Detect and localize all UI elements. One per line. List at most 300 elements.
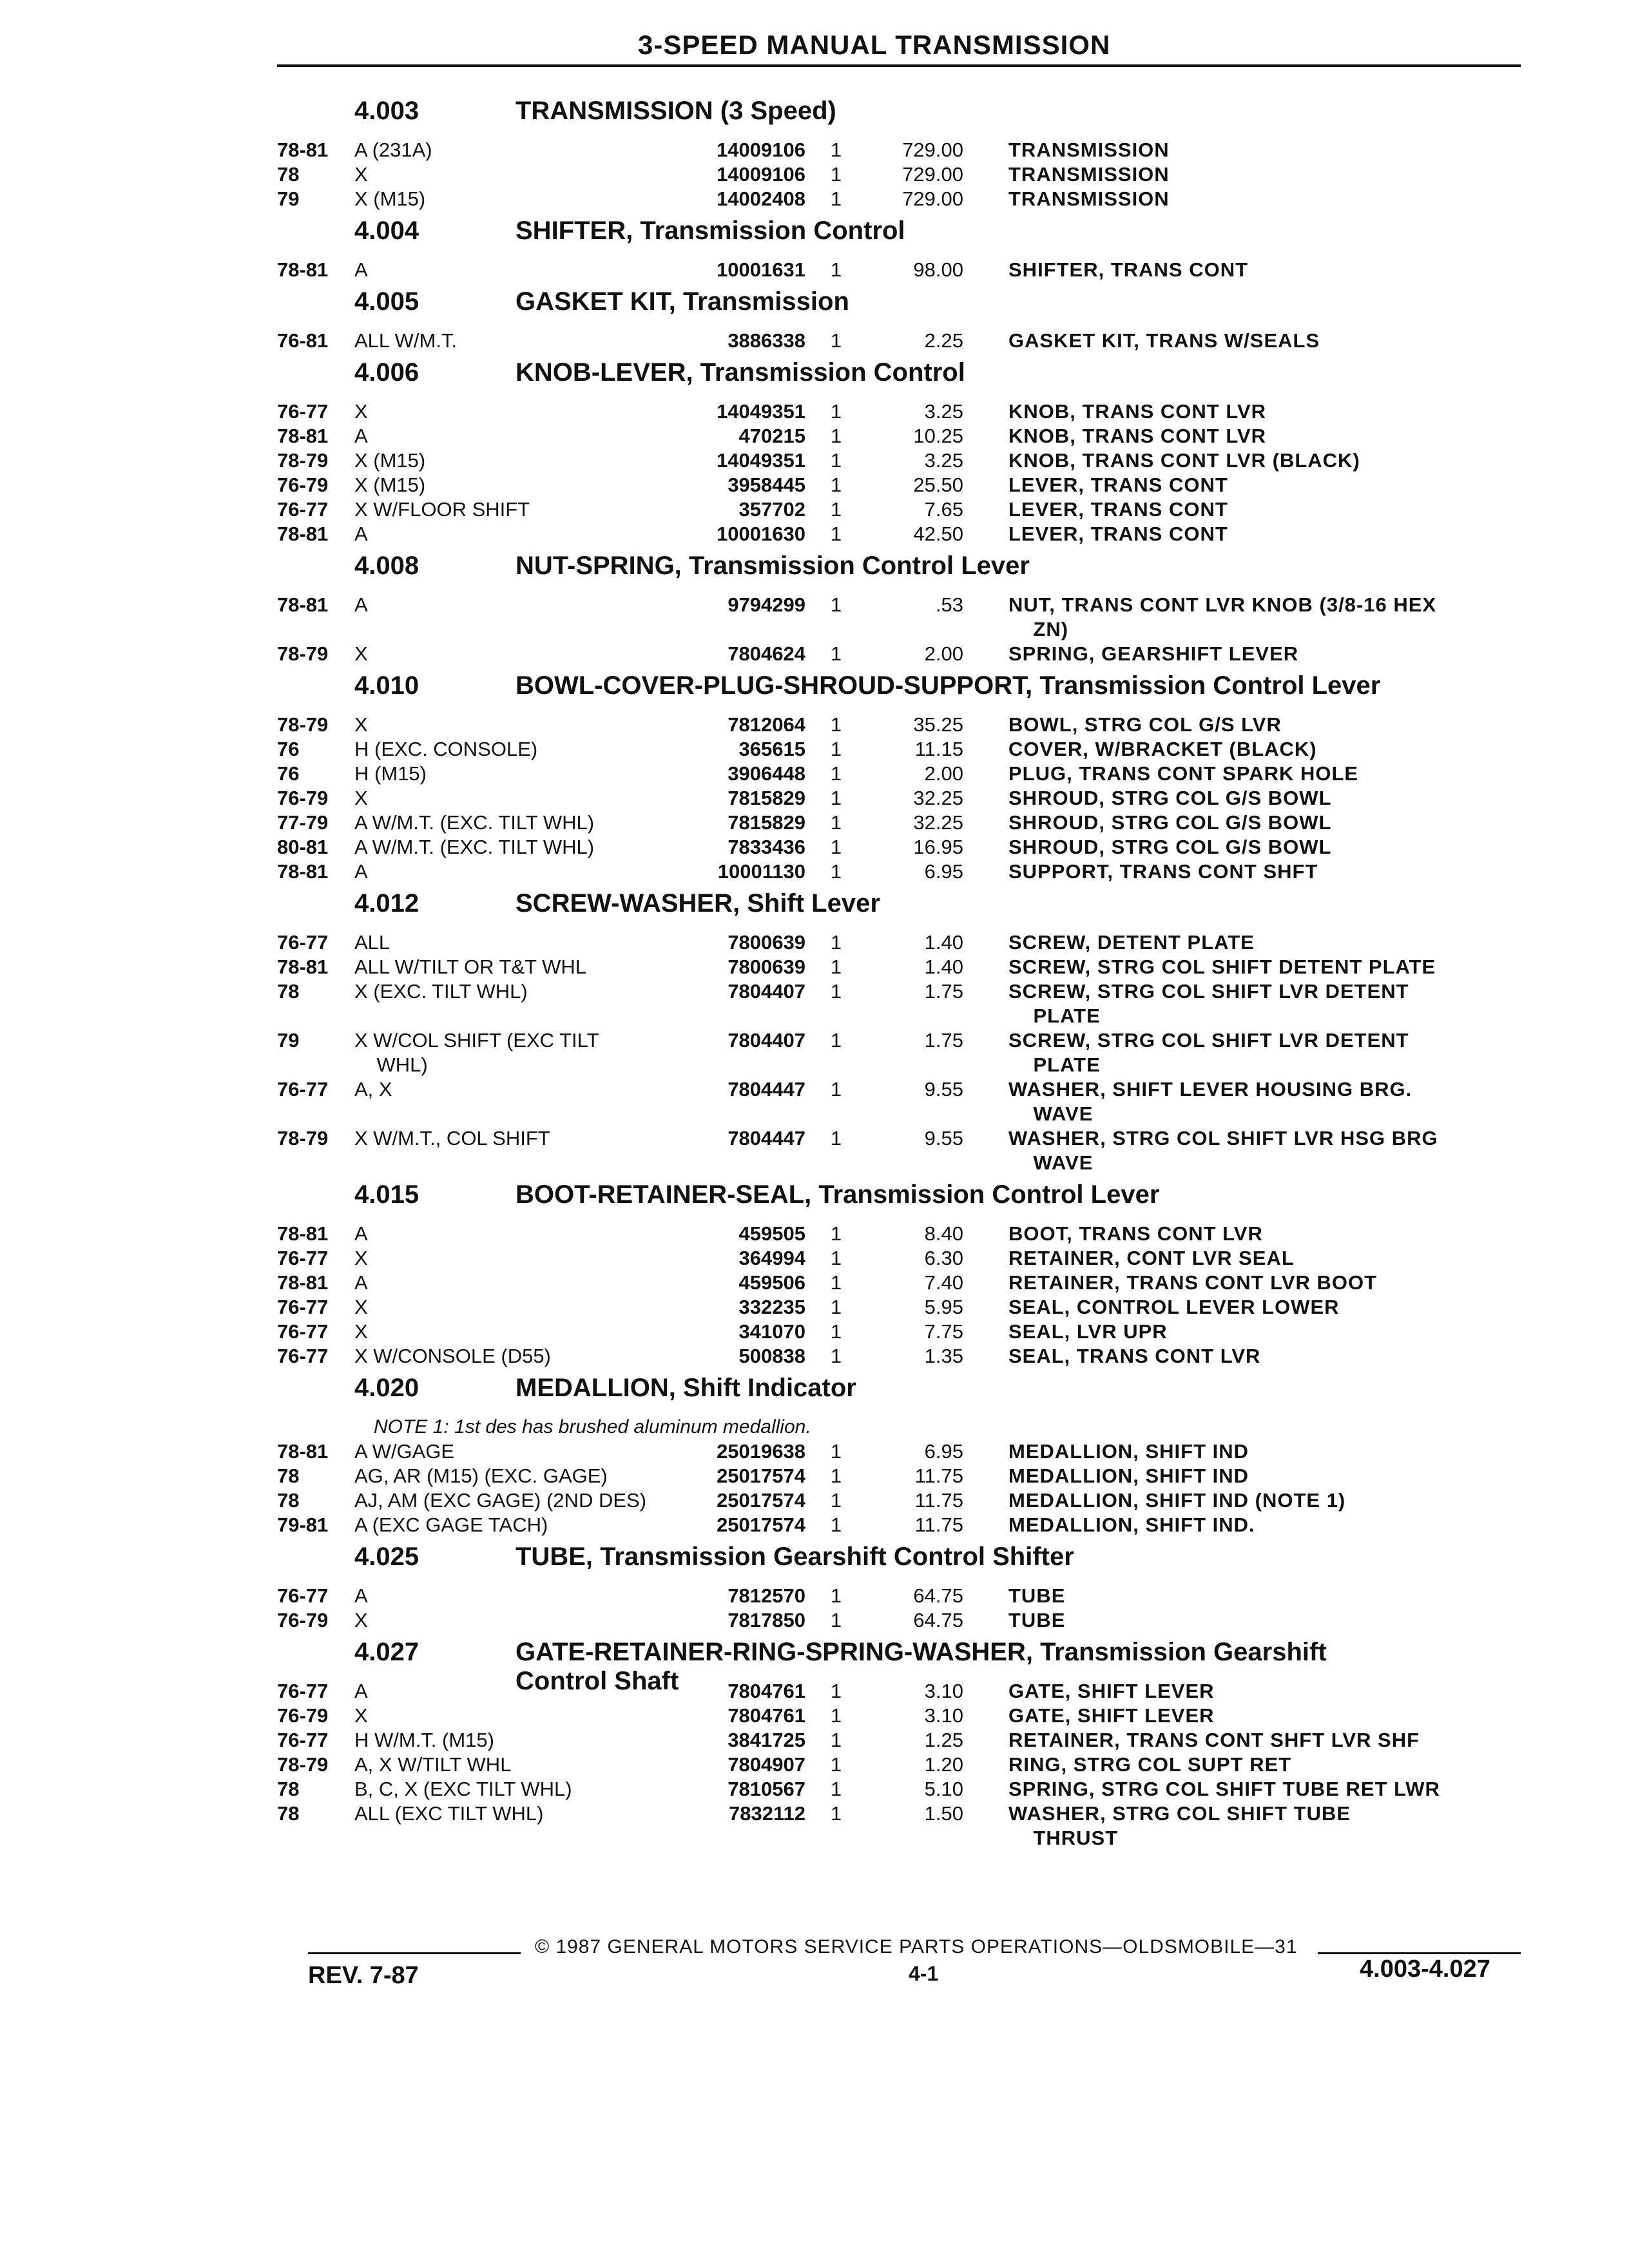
part-years: 79 xyxy=(277,1029,300,1052)
part-number: 459505 xyxy=(738,1222,805,1245)
part-price: 11.75 xyxy=(914,1514,963,1536)
part-price: 1.20 xyxy=(924,1753,963,1776)
part-application: A xyxy=(354,425,368,447)
part-years: 76-79 xyxy=(277,1704,329,1727)
part-application: X xyxy=(354,163,368,186)
section-note: NOTE 1: 1st des has brushed aluminum medallion. xyxy=(374,1416,811,1437)
part-years: 77-79 xyxy=(277,811,329,834)
part-application: H (EXC. CONSOLE) xyxy=(354,738,538,760)
part-number: 25019638 xyxy=(717,1440,805,1463)
part-number: 7804624 xyxy=(728,642,805,665)
part-description: SCREW, STRG COL SHIFT LVR DETENT PLATE xyxy=(1008,980,1409,1027)
section-header xyxy=(277,287,1534,329)
part-row xyxy=(277,1513,1534,1537)
part-number: 7804761 xyxy=(728,1680,805,1702)
part-number: 7804447 xyxy=(728,1127,805,1149)
catalog-section xyxy=(277,1638,1534,1850)
section-header xyxy=(277,671,1534,713)
part-description: TRANSMISSION xyxy=(1008,163,1170,186)
part-price: 7.40 xyxy=(924,1271,963,1294)
part-application: X xyxy=(354,642,368,665)
part-quantity: 1 xyxy=(830,860,842,883)
part-number: 7817850 xyxy=(728,1609,805,1631)
part-price: 11.75 xyxy=(914,1489,963,1512)
part-years: 76-77 xyxy=(277,400,329,423)
section-number: 4.004 xyxy=(354,216,419,245)
part-description: RING, STRG COL SUPT RET xyxy=(1008,1753,1292,1776)
part-quantity: 1 xyxy=(830,1029,842,1052)
part-price: 1.40 xyxy=(924,956,963,978)
part-application: A xyxy=(354,523,368,545)
part-application: A xyxy=(354,1680,368,1702)
part-row xyxy=(277,1344,1534,1369)
part-quantity: 1 xyxy=(830,1271,842,1294)
part-application: A, X W/TILT WHL xyxy=(354,1753,512,1776)
part-years: 78-81 xyxy=(277,258,329,281)
part-quantity: 1 xyxy=(830,139,842,161)
part-row xyxy=(277,1679,1534,1704)
part-row xyxy=(277,786,1534,811)
part-years: 76-81 xyxy=(277,329,329,352)
part-description: WASHER, STRG COL SHIFT LVR HSG BRG WAVE xyxy=(1008,1127,1438,1174)
part-row xyxy=(277,497,1534,522)
part-row xyxy=(277,593,1534,642)
part-quantity: 1 xyxy=(830,523,842,545)
part-number: 9794299 xyxy=(728,593,805,616)
part-row xyxy=(277,811,1534,835)
part-quantity: 1 xyxy=(830,258,842,281)
part-quantity: 1 xyxy=(830,738,842,760)
part-years: 78-79 xyxy=(277,713,329,736)
part-years: 78 xyxy=(277,1778,300,1800)
part-application: X xyxy=(354,1609,368,1631)
catalog-section xyxy=(277,1180,1534,1369)
part-row xyxy=(277,642,1534,666)
section-title: BOOT-RETAINER-SEAL, Transmission Control Lever xyxy=(516,1180,1160,1209)
part-price: 35.25 xyxy=(913,713,963,736)
part-price: 6.95 xyxy=(924,1440,963,1463)
part-price: 729.00 xyxy=(902,187,963,210)
part-quantity: 1 xyxy=(830,593,842,616)
part-number: 25017574 xyxy=(717,1514,805,1536)
part-quantity: 1 xyxy=(830,1584,842,1607)
section-number: 4.003 xyxy=(354,97,419,125)
part-number: 7815829 xyxy=(728,787,805,809)
part-number: 7800639 xyxy=(728,956,805,978)
part-row xyxy=(277,522,1534,546)
part-description: GATE, SHIFT LEVER xyxy=(1008,1680,1215,1702)
part-price: 1.75 xyxy=(924,980,963,1003)
part-row xyxy=(277,329,1534,353)
part-quantity: 1 xyxy=(830,956,842,978)
part-price: 32.25 xyxy=(913,787,963,809)
part-row xyxy=(277,1295,1534,1320)
part-years: 78 xyxy=(277,163,300,186)
section-header xyxy=(277,552,1534,593)
part-application: A xyxy=(354,593,368,616)
part-description: MEDALLION, SHIFT IND. xyxy=(1008,1514,1255,1536)
part-years: 76 xyxy=(277,762,300,785)
part-description: WASHER, STRG COL SHIFT TUBE THRUST xyxy=(1008,1802,1351,1849)
part-row xyxy=(277,1753,1534,1777)
part-row xyxy=(277,860,1534,884)
part-price: 1.40 xyxy=(924,931,963,954)
part-years: 79 xyxy=(277,187,300,210)
part-description: SPRING, STRG COL SHIFT TUBE RET LWR xyxy=(1008,1778,1440,1800)
part-price: 6.30 xyxy=(924,1247,963,1269)
part-price: 11.75 xyxy=(914,1465,963,1487)
part-application: AG, AR (M15) (EXC. GAGE) xyxy=(354,1465,608,1487)
part-quantity: 1 xyxy=(830,400,842,423)
part-years: 76-77 xyxy=(277,1584,329,1607)
part-quantity: 1 xyxy=(830,931,842,954)
part-number: 3906448 xyxy=(728,762,805,785)
part-quantity: 1 xyxy=(830,642,842,665)
part-number: 14009106 xyxy=(717,139,805,161)
section-title: BOWL-COVER-PLUG-SHROUD-SUPPORT, Transmission Control Lever xyxy=(516,671,1381,700)
part-description: SEAL, LVR UPR xyxy=(1008,1320,1168,1343)
part-description: TUBE xyxy=(1008,1584,1066,1607)
part-description: RETAINER, TRANS CONT SHFT LVR SHF xyxy=(1008,1729,1420,1751)
part-quantity: 1 xyxy=(830,1345,842,1367)
part-number: 14049351 xyxy=(717,449,805,472)
part-application: X (M15) xyxy=(354,449,426,472)
part-description: BOOT, TRANS CONT LVR xyxy=(1008,1222,1263,1245)
part-years: 78-81 xyxy=(277,860,329,883)
part-row xyxy=(277,835,1534,860)
part-description: PLUG, TRANS CONT SPARK HOLE xyxy=(1008,762,1359,785)
part-years: 78 xyxy=(277,1465,300,1487)
part-price: 1.75 xyxy=(924,1029,963,1052)
part-quantity: 1 xyxy=(830,762,842,785)
part-application: A W/M.T. (EXC. TILT WHL) xyxy=(354,811,595,834)
catalog-section xyxy=(277,671,1534,884)
part-number: 7815829 xyxy=(728,811,805,834)
part-years: 78-81 xyxy=(277,139,329,161)
part-description: SUPPORT, TRANS CONT SHFT xyxy=(1008,860,1318,883)
part-description: SHROUD, STRG COL G/S BOWL xyxy=(1008,811,1332,834)
part-number: 14009106 xyxy=(717,163,805,186)
catalog-section xyxy=(277,889,1534,1175)
part-description: NUT, TRANS CONT LVR KNOB (3/8-16 HEX ZN) xyxy=(1008,593,1437,640)
part-years: 76-77 xyxy=(277,1729,329,1751)
part-application: X W/CONSOLE (D55) xyxy=(354,1345,551,1367)
part-price: 32.25 xyxy=(913,811,963,834)
part-years: 78-81 xyxy=(277,1440,329,1463)
part-years: 78-79 xyxy=(277,1127,329,1149)
part-number: 332235 xyxy=(738,1296,805,1318)
part-price: 7.65 xyxy=(924,498,963,521)
part-quantity: 1 xyxy=(830,1489,842,1512)
part-row xyxy=(277,713,1534,737)
part-years: 76-77 xyxy=(277,498,329,521)
part-years: 79-81 xyxy=(277,1514,329,1536)
part-years: 76-77 xyxy=(277,1247,329,1269)
part-number: 7804447 xyxy=(728,1078,805,1100)
part-description: LEVER, TRANS CONT xyxy=(1008,498,1228,521)
part-number: 341070 xyxy=(738,1320,805,1343)
part-application: X (M15) xyxy=(354,187,426,210)
part-years: 78-81 xyxy=(277,956,329,978)
catalog-section xyxy=(277,552,1534,666)
part-years: 76-79 xyxy=(277,1609,329,1631)
part-price: 1.50 xyxy=(924,1802,963,1825)
part-description: COVER, W/BRACKET (BLACK) xyxy=(1008,738,1317,760)
section-title: NUT-SPRING, Transmission Control Lever xyxy=(516,552,1030,580)
part-number: 7812570 xyxy=(728,1584,805,1607)
part-application: H W/M.T. (M15) xyxy=(354,1729,494,1751)
part-description: WASHER, SHIFT LEVER HOUSING BRG. WAVE xyxy=(1008,1078,1412,1125)
section-header xyxy=(277,358,1534,399)
part-quantity: 1 xyxy=(830,1753,842,1776)
part-application: AJ, AM (EXC GAGE) (2ND DES) xyxy=(354,1489,647,1512)
part-years: 76 xyxy=(277,738,300,760)
part-quantity: 1 xyxy=(830,425,842,447)
part-row xyxy=(277,930,1534,955)
part-quantity: 1 xyxy=(830,1680,842,1702)
part-quantity: 1 xyxy=(830,1296,842,1318)
part-number: 7832112 xyxy=(729,1802,805,1825)
part-price: 1.35 xyxy=(924,1345,963,1367)
part-application: A xyxy=(354,1584,368,1607)
part-row xyxy=(277,473,1534,497)
section-title: SCREW-WASHER, Shift Lever xyxy=(516,889,880,918)
part-description: MEDALLION, SHIFT IND xyxy=(1008,1440,1249,1463)
part-number: 500838 xyxy=(738,1345,805,1367)
section-number: 4.010 xyxy=(354,671,419,700)
part-number: 14049351 xyxy=(717,400,805,423)
part-row xyxy=(277,258,1534,282)
part-row xyxy=(277,1271,1534,1295)
section-header xyxy=(277,1180,1534,1222)
part-price: 10.25 xyxy=(913,425,963,447)
part-number: 459506 xyxy=(738,1271,805,1294)
part-row xyxy=(277,1488,1534,1513)
part-years: 76-79 xyxy=(277,474,329,496)
section-number: 4.006 xyxy=(354,358,419,387)
part-application: X xyxy=(354,1704,368,1727)
part-application: ALL (EXC TILT WHL) xyxy=(354,1802,544,1825)
section-header xyxy=(277,216,1534,258)
part-quantity: 1 xyxy=(830,498,842,521)
part-application: X (M15) xyxy=(354,474,426,496)
part-row xyxy=(277,1077,1534,1126)
part-description: SCREW, STRG COL SHIFT DETENT PLATE xyxy=(1008,956,1436,978)
part-number: 7810567 xyxy=(728,1778,805,1800)
part-description: RETAINER, TRANS CONT LVR BOOT xyxy=(1008,1271,1378,1294)
part-application: X xyxy=(354,1247,368,1269)
part-quantity: 1 xyxy=(830,1127,842,1149)
footer-page-number: 4-1 xyxy=(909,1962,939,1985)
part-row xyxy=(277,1246,1534,1271)
part-years: 76-77 xyxy=(277,1320,329,1343)
parts-catalog xyxy=(277,97,1534,1856)
part-price: 729.00 xyxy=(902,139,963,161)
part-price: 64.75 xyxy=(913,1584,963,1607)
part-years: 78-81 xyxy=(277,523,329,545)
part-years: 78-79 xyxy=(277,449,329,472)
part-price: 8.40 xyxy=(924,1222,963,1245)
part-application: X xyxy=(354,400,368,423)
part-years: 76-77 xyxy=(277,1680,329,1702)
part-row xyxy=(277,1584,1534,1608)
part-number: 10001631 xyxy=(717,258,805,281)
part-number: 7804407 xyxy=(728,1029,805,1052)
part-years: 76-77 xyxy=(277,1345,329,1367)
catalog-section xyxy=(277,287,1534,353)
part-application: A, X xyxy=(354,1078,392,1100)
part-quantity: 1 xyxy=(830,1704,842,1727)
part-number: 3841725 xyxy=(728,1729,805,1751)
part-number: 365615 xyxy=(738,738,805,760)
part-description: KNOB, TRANS CONT LVR xyxy=(1008,400,1267,423)
part-quantity: 1 xyxy=(830,1320,842,1343)
catalog-section xyxy=(277,1542,1534,1633)
part-price: 64.75 xyxy=(913,1609,963,1631)
part-row xyxy=(277,187,1534,211)
part-application: ALL W/M.T. xyxy=(354,329,458,352)
part-description: GATE, SHIFT LEVER xyxy=(1008,1704,1215,1727)
part-quantity: 1 xyxy=(830,449,842,472)
part-quantity: 1 xyxy=(830,1465,842,1487)
part-years: 78 xyxy=(277,980,300,1003)
part-number: 7812064 xyxy=(728,713,805,736)
part-description: KNOB, TRANS CONT LVR xyxy=(1008,425,1267,447)
part-row xyxy=(277,955,1534,979)
part-row xyxy=(277,1320,1534,1344)
part-application: X xyxy=(354,787,368,809)
part-row xyxy=(277,1464,1534,1488)
part-years: 78-79 xyxy=(277,642,329,665)
part-application: A W/GAGE xyxy=(354,1440,455,1463)
part-description: SHROUD, STRG COL G/S BOWL xyxy=(1008,787,1332,809)
section-header xyxy=(277,889,1534,930)
part-application: X xyxy=(354,713,368,736)
part-price: 3.25 xyxy=(924,400,963,423)
catalog-section xyxy=(277,216,1534,282)
part-description: MEDALLION, SHIFT IND xyxy=(1008,1465,1249,1487)
part-description: SHROUD, STRG COL G/S BOWL xyxy=(1008,836,1332,858)
part-price: 2.00 xyxy=(924,642,963,665)
part-quantity: 1 xyxy=(830,1729,842,1751)
part-application: X W/M.T., COL SHIFT xyxy=(354,1127,550,1149)
part-row xyxy=(277,737,1534,762)
part-years: 76-77 xyxy=(277,1078,329,1100)
part-quantity: 1 xyxy=(830,1440,842,1463)
part-row xyxy=(277,424,1534,448)
part-quantity: 1 xyxy=(830,1078,842,1100)
part-description: SCREW, DETENT PLATE xyxy=(1008,931,1255,954)
section-number: 4.025 xyxy=(354,1542,419,1571)
part-quantity: 1 xyxy=(830,1222,842,1245)
part-description: SEAL, TRANS CONT LVR xyxy=(1008,1345,1261,1367)
part-quantity: 1 xyxy=(830,980,842,1003)
part-row xyxy=(277,1608,1534,1633)
part-years: 78 xyxy=(277,1802,300,1825)
section-title: GATE-RETAINER-RING-SPRING-WASHER, Transmission Gearshift Control Shaft xyxy=(516,1638,1327,1695)
part-years: 78-81 xyxy=(277,1271,329,1294)
part-number: 10001630 xyxy=(717,523,805,545)
part-number: 7800639 xyxy=(728,931,805,954)
part-number: 10001130 xyxy=(717,860,805,883)
part-price: 3.10 xyxy=(924,1680,963,1702)
part-row xyxy=(277,1126,1534,1175)
section-header xyxy=(277,1374,1534,1415)
part-description: RETAINER, CONT LVR SEAL xyxy=(1008,1247,1295,1269)
catalog-section xyxy=(277,1374,1534,1537)
section-number: 4.005 xyxy=(354,287,419,316)
part-row xyxy=(277,979,1534,1028)
part-description: SCREW, STRG COL SHIFT LVR DETENT PLATE xyxy=(1008,1029,1409,1076)
part-price: .53 xyxy=(935,593,963,616)
part-price: 98.00 xyxy=(913,258,963,281)
part-application: H (M15) xyxy=(354,762,427,785)
part-row xyxy=(277,1439,1534,1464)
part-quantity: 1 xyxy=(830,787,842,809)
part-application: A xyxy=(354,860,368,883)
part-description: LEVER, TRANS CONT xyxy=(1008,523,1228,545)
section-header xyxy=(277,1542,1534,1584)
section-number: 4.015 xyxy=(354,1180,419,1209)
part-quantity: 1 xyxy=(830,1609,842,1631)
part-description: SEAL, CONTROL LEVER LOWER xyxy=(1008,1296,1340,1318)
part-quantity: 1 xyxy=(830,163,842,186)
part-application: X W/FLOOR SHIFT xyxy=(354,498,530,521)
part-price: 5.10 xyxy=(924,1778,963,1800)
section-title: KNOB-LEVER, Transmission Control xyxy=(516,358,965,387)
part-description: BOWL, STRG COL G/S LVR xyxy=(1008,713,1282,736)
part-row xyxy=(277,762,1534,786)
part-description: GASKET KIT, TRANS W/SEALS xyxy=(1008,329,1320,352)
part-years: 78-81 xyxy=(277,425,329,447)
part-description: SHIFTER, TRANS CONT xyxy=(1008,258,1249,281)
footer-rule-left xyxy=(308,1952,521,1954)
catalog-section xyxy=(277,97,1534,211)
section-number: 4.008 xyxy=(354,552,419,580)
part-price: 25.50 xyxy=(913,474,963,496)
footer-section-range: 4.003-4.027 xyxy=(1360,1956,1490,1983)
section-number: 4.020 xyxy=(354,1374,419,1402)
part-number: 7804761 xyxy=(728,1704,805,1727)
part-row xyxy=(277,1222,1534,1246)
part-quantity: 1 xyxy=(830,1514,842,1536)
section-title: TRANSMISSION (3 Speed) xyxy=(516,97,836,125)
part-row xyxy=(277,1704,1534,1728)
footer-rule-right xyxy=(1318,1952,1521,1954)
part-application: ALL W/TILT OR T&T WHL xyxy=(354,956,587,978)
part-years: 76-77 xyxy=(277,1296,329,1318)
part-number: 25017574 xyxy=(717,1489,805,1512)
part-number: 357702 xyxy=(738,498,805,521)
section-title: GASKET KIT, Transmission xyxy=(516,287,849,316)
part-application: A (231A) xyxy=(354,139,432,161)
part-price: 5.95 xyxy=(924,1296,963,1318)
part-row xyxy=(277,138,1534,162)
section-title: SHIFTER, Transmission Control xyxy=(516,216,905,245)
footer-revision: REV. 7-87 xyxy=(308,1962,419,1989)
part-price: 9.55 xyxy=(924,1078,963,1100)
part-application: A xyxy=(354,258,368,281)
part-row xyxy=(277,1728,1534,1753)
part-row xyxy=(277,1028,1534,1077)
part-years: 76-77 xyxy=(277,931,329,954)
part-description: LEVER, TRANS CONT xyxy=(1008,474,1228,496)
part-description: MEDALLION, SHIFT IND (NOTE 1) xyxy=(1008,1489,1346,1512)
part-description: TRANSMISSION xyxy=(1008,139,1170,161)
part-application: X (EXC. TILT WHL) xyxy=(354,980,528,1003)
part-price: 3.10 xyxy=(924,1704,963,1727)
part-description: SPRING, GEARSHIFT LEVER xyxy=(1008,642,1299,665)
